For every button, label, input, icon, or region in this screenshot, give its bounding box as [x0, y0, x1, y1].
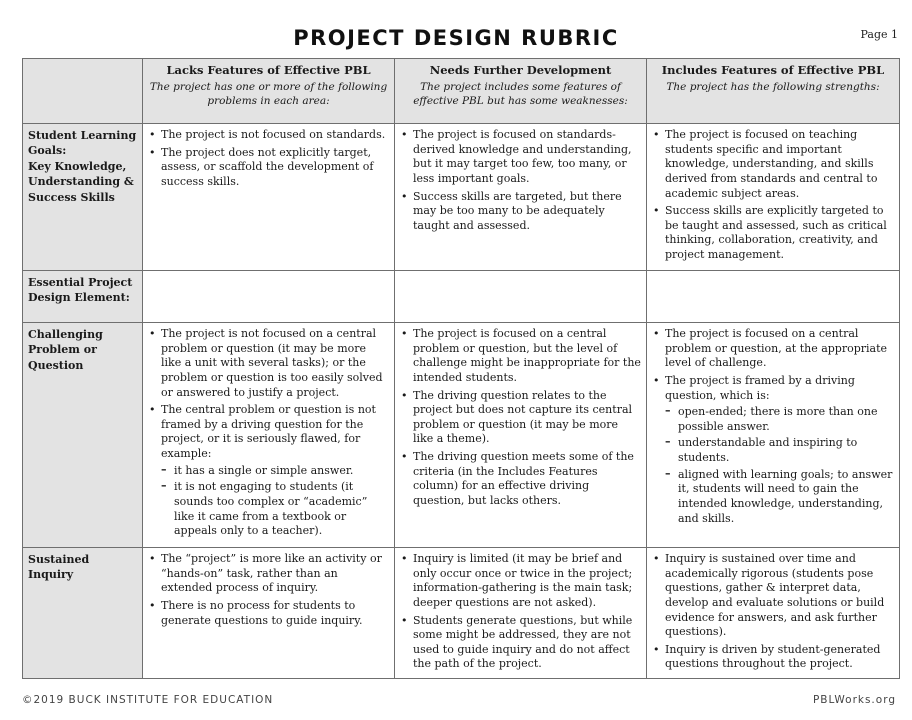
header-includes [647, 59, 900, 124]
cell-lacks [143, 124, 395, 271]
cell-needs [395, 124, 647, 271]
row-student-learning-goals [23, 124, 900, 271]
bullet-item [413, 389, 641, 448]
header-subtitle: The project has one or more of the following problems in each area: [149, 81, 388, 108]
header-lacks [143, 59, 395, 124]
cell-needs [395, 548, 647, 679]
row-label-line: Key Knowledge, Understanding & Success Skills [28, 159, 134, 204]
bullet-item [665, 128, 894, 201]
bullet-item [665, 374, 894, 526]
bullet-item [413, 450, 641, 509]
item-text: The driving question meets some of the criteria (in the Includes Features column) for an effective driving question, but lacks others. [413, 450, 634, 507]
bullet-item [161, 403, 389, 539]
footer-website-link[interactable]: PBLWorks.org [812, 694, 896, 706]
item-text: There is no process for students to generate questions to guide inquiry. [161, 598, 363, 627]
item-text: open-ended; there is more than one possible answer. [678, 405, 878, 433]
header-corner-cell [23, 59, 143, 124]
item-text: The central problem or question is not framed by a driving question for the project, or it is seriously flawed, for example: [161, 403, 376, 460]
dash-item [678, 436, 894, 465]
bullet-item [161, 599, 389, 628]
item-text: The project does not explicitly target, assess, or scaffold the development of success skills. [161, 145, 374, 188]
cell-needs [395, 323, 647, 548]
page-title: PROJECT DESIGN RUBRIC [293, 26, 619, 50]
dash-item [174, 464, 389, 479]
header-title: Needs Further Development [429, 63, 612, 77]
dash-item [678, 468, 894, 527]
header-title: Lacks Features of Effective PBL [166, 63, 371, 77]
header-row [23, 59, 900, 124]
row-challenging-problem [23, 323, 900, 548]
cell-includes [647, 323, 900, 548]
header-title: Includes Features of Effective PBL [661, 63, 885, 77]
item-text: The project is not focused on standards. [161, 128, 386, 141]
item-text: aligned with learning goals; to answer it, students will need to gain the intended knowledge, understanding, and skills. [678, 467, 893, 525]
bullet-item [665, 643, 894, 672]
bullet-item [665, 552, 894, 640]
bullet-item [413, 552, 641, 611]
header-subtitle: The project has the following strengths: [666, 81, 880, 93]
cell-empty [395, 271, 647, 323]
cell-includes [647, 124, 900, 271]
dash-item [174, 480, 389, 539]
bullet-item [413, 327, 641, 386]
row-label: Challenging Problem or Question [23, 323, 143, 548]
cell-empty [143, 271, 395, 323]
header-needs [395, 59, 647, 124]
page-number: Page 1 [860, 28, 898, 41]
row-sustained-inquiry [23, 548, 900, 679]
cell-lacks [143, 548, 395, 679]
item-text: Inquiry is limited (it may be brief and only occur once or twice in the project; information-gathering is the main task; deeper questions are not asked). [413, 552, 633, 609]
bullet-item [413, 614, 641, 673]
item-text: The project is focused on standards-derived knowledge and understanding, but it may target too few, too many, or less important goals. [413, 128, 632, 185]
cell-includes [647, 548, 900, 679]
item-text: The project is framed by a driving question, which is: [665, 373, 855, 402]
bullet-item [161, 552, 389, 596]
bullet-item [161, 327, 389, 400]
cell-empty [647, 271, 900, 323]
item-text: The project is focused on a central problem or question, but the level of challenge might be inappropriate for the intended students. [413, 327, 641, 384]
row-label-line: Student Learning Goals: [28, 129, 137, 158]
bullet-item [161, 146, 389, 190]
row-label: Essential Project Design Element: [23, 271, 143, 323]
cell-lacks [143, 323, 395, 548]
item-text: Students generate questions, but while some might be addressed, they are not used to guide inquiry and do not affect the path of the project. [413, 613, 633, 671]
bullet-item [413, 128, 641, 187]
item-text: it is not engaging to students (it sounds too complex or “academic” like it came from a textbook or appeals only to a teacher). [174, 480, 368, 538]
item-text: it has a single or simple answer. [174, 463, 354, 477]
row-label [23, 124, 143, 271]
header-subtitle: The project includes some features of effective PBL but has some weaknesses: [413, 81, 628, 108]
footer-copyright: ©2019 BUCK INSTITUTE FOR EDUCATION [22, 694, 274, 706]
bullet-item [665, 204, 894, 263]
bullet-item [413, 190, 641, 234]
item-text: Inquiry is sustained over time and academically rigorous (students pose questions, gather & interpret data, develop and evaluate solutions or build evidence for answers, and ask further questions). [665, 552, 885, 639]
bullet-item [161, 128, 389, 143]
item-text: understandable and inspiring to students. [678, 436, 858, 464]
row-essential-design-element [23, 271, 900, 323]
dash-item [678, 405, 894, 434]
bullet-item [665, 327, 894, 371]
item-text: Inquiry is driven by student-generated questions throughout the project. [665, 642, 881, 671]
rubric-table [22, 58, 900, 679]
item-text: The “project” is more like an activity or “hands-on” task, rather than an extended process of inquiry. [161, 552, 382, 595]
item-text: The driving question relates to the project but does not capture its central problem or question (it may be more like a theme). [413, 388, 633, 446]
item-text: Success skills are explicitly targeted to be taught and assessed, such as critical thinking, collaboration, creativity, and project management. [665, 204, 887, 261]
item-text: The project is not focused on a central problem or question (it may be more like a unit with several tasks); or the problem or question is too easily solved or answered to justify a project. [161, 327, 383, 399]
item-text: The project is focused on teaching students specific and important knowledge, understanding, and skills derived from standards and central to academic subject areas. [665, 128, 878, 200]
row-label: Sustained Inquiry [23, 548, 143, 679]
item-text: The project is focused on a central problem or question, at the appropriate level of challenge. [665, 327, 888, 370]
item-text: Success skills are targeted, but there may be too many to be adequately taught and assessed. [413, 189, 622, 232]
